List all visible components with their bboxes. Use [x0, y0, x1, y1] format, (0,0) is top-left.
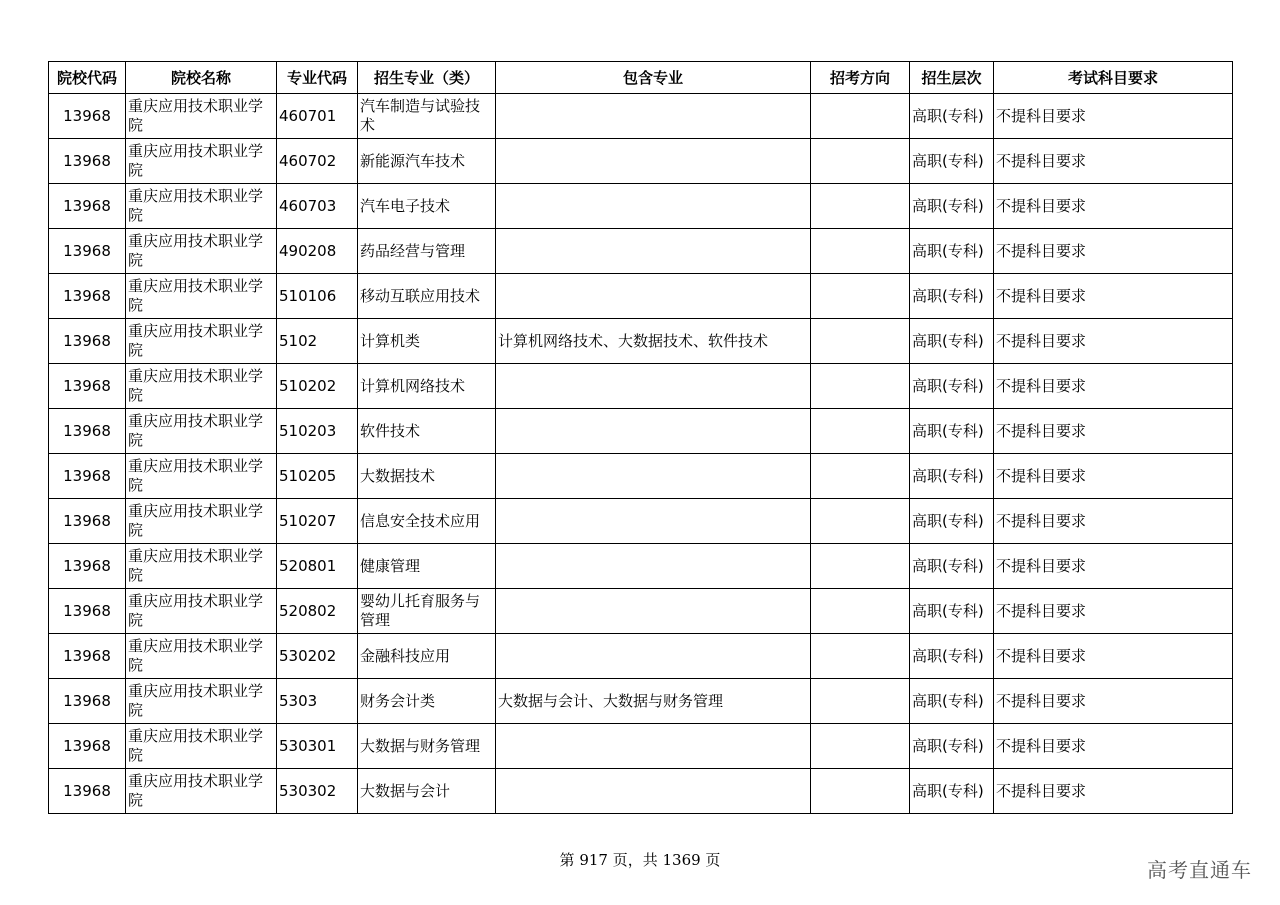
table-row [49, 589, 1233, 634]
level-cell: 高职(专科) [910, 274, 994, 319]
major-cell: 计算机网络技术 [358, 364, 496, 409]
direction-cell [811, 679, 910, 724]
direction-cell [811, 634, 910, 679]
exam-requirements-cell: 不提科目要求 [994, 634, 1233, 679]
major-cell: 健康管理 [358, 544, 496, 589]
table-row [49, 184, 1233, 229]
level-cell: 高职(专科) [910, 319, 994, 364]
school-code-cell: 13968 [49, 94, 126, 139]
school-name-cell: 重庆应用技术职业学院 [126, 499, 277, 544]
level-cell: 高职(专科) [910, 544, 994, 589]
header-school-name: 院校名称 [126, 62, 277, 94]
school-name-cell: 重庆应用技术职业学院 [126, 184, 277, 229]
major-code-cell: 530301 [277, 724, 358, 769]
header-exam-requirements: 考试科目要求 [994, 62, 1233, 94]
school-code-cell: 13968 [49, 589, 126, 634]
exam-requirements-cell: 不提科目要求 [994, 769, 1233, 814]
level-cell: 高职(专科) [910, 94, 994, 139]
school-name-cell: 重庆应用技术职业学院 [126, 589, 277, 634]
included-majors-cell [496, 769, 811, 814]
school-code-cell: 13968 [49, 364, 126, 409]
table-row [49, 139, 1233, 184]
exam-requirements-cell: 不提科目要求 [994, 139, 1233, 184]
school-name-cell: 重庆应用技术职业学院 [126, 769, 277, 814]
direction-cell [811, 544, 910, 589]
direction-cell [811, 769, 910, 814]
included-majors-cell [496, 274, 811, 319]
major-cell: 大数据技术 [358, 454, 496, 499]
table-row [49, 724, 1233, 769]
table-row [49, 499, 1233, 544]
direction-cell [811, 499, 910, 544]
included-majors-cell [496, 499, 811, 544]
level-cell: 高职(专科) [910, 724, 994, 769]
exam-requirements-cell: 不提科目要求 [994, 319, 1233, 364]
school-name-cell: 重庆应用技术职业学院 [126, 139, 277, 184]
included-majors-cell [496, 184, 811, 229]
major-cell: 大数据与财务管理 [358, 724, 496, 769]
table-row [49, 409, 1233, 454]
direction-cell [811, 589, 910, 634]
exam-requirements-cell: 不提科目要求 [994, 274, 1233, 319]
level-cell: 高职(专科) [910, 229, 994, 274]
major-code-cell: 5303 [277, 679, 358, 724]
school-code-cell: 13968 [49, 544, 126, 589]
school-code-cell: 13968 [49, 184, 126, 229]
included-majors-cell [496, 634, 811, 679]
exam-requirements-cell: 不提科目要求 [994, 724, 1233, 769]
direction-cell [811, 724, 910, 769]
direction-cell [811, 454, 910, 499]
major-code-cell: 510205 [277, 454, 358, 499]
major-cell: 汽车电子技术 [358, 184, 496, 229]
major-code-cell: 460703 [277, 184, 358, 229]
included-majors-cell [496, 589, 811, 634]
level-cell: 高职(专科) [910, 634, 994, 679]
school-name-cell: 重庆应用技术职业学院 [126, 454, 277, 499]
included-majors-cell [496, 544, 811, 589]
level-cell: 高职(专科) [910, 364, 994, 409]
header-included-majors: 包含专业 [496, 62, 811, 94]
level-cell: 高职(专科) [910, 499, 994, 544]
school-name-cell: 重庆应用技术职业学院 [126, 274, 277, 319]
direction-cell [811, 274, 910, 319]
direction-cell [811, 409, 910, 454]
school-code-cell: 13968 [49, 724, 126, 769]
school-name-cell: 重庆应用技术职业学院 [126, 364, 277, 409]
included-majors-cell [496, 409, 811, 454]
major-code-cell: 530202 [277, 634, 358, 679]
direction-cell [811, 229, 910, 274]
table-row [49, 544, 1233, 589]
level-cell: 高职(专科) [910, 184, 994, 229]
school-name-cell: 重庆应用技术职业学院 [126, 319, 277, 364]
exam-requirements-cell: 不提科目要求 [994, 94, 1233, 139]
table-row [49, 634, 1233, 679]
exam-requirements-cell: 不提科目要求 [994, 499, 1233, 544]
exam-requirements-cell: 不提科目要求 [994, 229, 1233, 274]
table-row [49, 364, 1233, 409]
table-row [49, 319, 1233, 364]
major-cell: 婴幼儿托育服务与管理 [358, 589, 496, 634]
school-name-cell: 重庆应用技术职业学院 [126, 679, 277, 724]
included-majors-cell [496, 454, 811, 499]
major-code-cell: 520802 [277, 589, 358, 634]
major-code-cell: 510207 [277, 499, 358, 544]
major-code-cell: 460702 [277, 139, 358, 184]
included-majors-cell [496, 94, 811, 139]
direction-cell [811, 94, 910, 139]
school-code-cell: 13968 [49, 769, 126, 814]
header-school-code: 院校代码 [49, 62, 126, 94]
table-row [49, 454, 1233, 499]
school-name-cell: 重庆应用技术职业学院 [126, 229, 277, 274]
included-majors-cell [496, 364, 811, 409]
major-code-cell: 460701 [277, 94, 358, 139]
included-majors-cell [496, 724, 811, 769]
direction-cell [811, 139, 910, 184]
major-code-cell: 5102 [277, 319, 358, 364]
major-code-cell: 530302 [277, 769, 358, 814]
level-cell: 高职(专科) [910, 769, 994, 814]
level-cell: 高职(专科) [910, 679, 994, 724]
table-row [49, 274, 1233, 319]
school-name-cell: 重庆应用技术职业学院 [126, 544, 277, 589]
school-code-cell: 13968 [49, 679, 126, 724]
major-code-cell: 510106 [277, 274, 358, 319]
level-cell: 高职(专科) [910, 589, 994, 634]
major-code-cell: 520801 [277, 544, 358, 589]
table-row [49, 679, 1233, 724]
exam-requirements-cell: 不提科目要求 [994, 184, 1233, 229]
school-name-cell: 重庆应用技术职业学院 [126, 94, 277, 139]
major-code-cell: 510203 [277, 409, 358, 454]
included-majors-cell [496, 139, 811, 184]
major-cell: 大数据与会计 [358, 769, 496, 814]
direction-cell [811, 364, 910, 409]
major-cell: 计算机类 [358, 319, 496, 364]
exam-requirements-cell: 不提科目要求 [994, 679, 1233, 724]
school-name-cell: 重庆应用技术职业学院 [126, 634, 277, 679]
header-row [49, 62, 1233, 94]
table-row [49, 229, 1233, 274]
school-code-cell: 13968 [49, 634, 126, 679]
major-cell: 汽车制造与试验技术 [358, 94, 496, 139]
major-cell: 移动互联应用技术 [358, 274, 496, 319]
header-direction: 招考方向 [811, 62, 910, 94]
exam-requirements-cell: 不提科目要求 [994, 364, 1233, 409]
direction-cell [811, 184, 910, 229]
major-cell: 信息安全技术应用 [358, 499, 496, 544]
major-code-cell: 510202 [277, 364, 358, 409]
school-code-cell: 13968 [49, 409, 126, 454]
exam-requirements-cell: 不提科目要求 [994, 544, 1233, 589]
exam-requirements-cell: 不提科目要求 [994, 409, 1233, 454]
school-code-cell: 13968 [49, 139, 126, 184]
table-row [49, 94, 1233, 139]
level-cell: 高职(专科) [910, 139, 994, 184]
header-major: 招生专业（类） [358, 62, 496, 94]
included-majors-cell: 计算机网络技术、大数据技术、软件技术 [496, 319, 811, 364]
exam-requirements-cell: 不提科目要求 [994, 589, 1233, 634]
included-majors-cell [496, 229, 811, 274]
header-major-code: 专业代码 [277, 62, 358, 94]
school-name-cell: 重庆应用技术职业学院 [126, 724, 277, 769]
level-cell: 高职(专科) [910, 454, 994, 499]
school-code-cell: 13968 [49, 499, 126, 544]
school-code-cell: 13968 [49, 319, 126, 364]
included-majors-cell: 大数据与会计、大数据与财务管理 [496, 679, 811, 724]
major-cell: 财务会计类 [358, 679, 496, 724]
major-cell: 新能源汽车技术 [358, 139, 496, 184]
level-cell: 高职(专科) [910, 409, 994, 454]
major-cell: 药品经营与管理 [358, 229, 496, 274]
page-footer: 第 917 页，共 1369 页 [559, 851, 721, 869]
exam-requirements-cell: 不提科目要求 [994, 454, 1233, 499]
major-code-cell: 490208 [277, 229, 358, 274]
major-cell: 金融科技应用 [358, 634, 496, 679]
table-row [49, 769, 1233, 814]
school-code-cell: 13968 [49, 454, 126, 499]
direction-cell [811, 319, 910, 364]
school-name-cell: 重庆应用技术职业学院 [126, 409, 277, 454]
watermark: 高考直通车 [1147, 858, 1252, 882]
admissions-table [48, 61, 1233, 814]
major-cell: 软件技术 [358, 409, 496, 454]
school-code-cell: 13968 [49, 274, 126, 319]
school-code-cell: 13968 [49, 229, 126, 274]
header-level: 招生层次 [910, 62, 994, 94]
